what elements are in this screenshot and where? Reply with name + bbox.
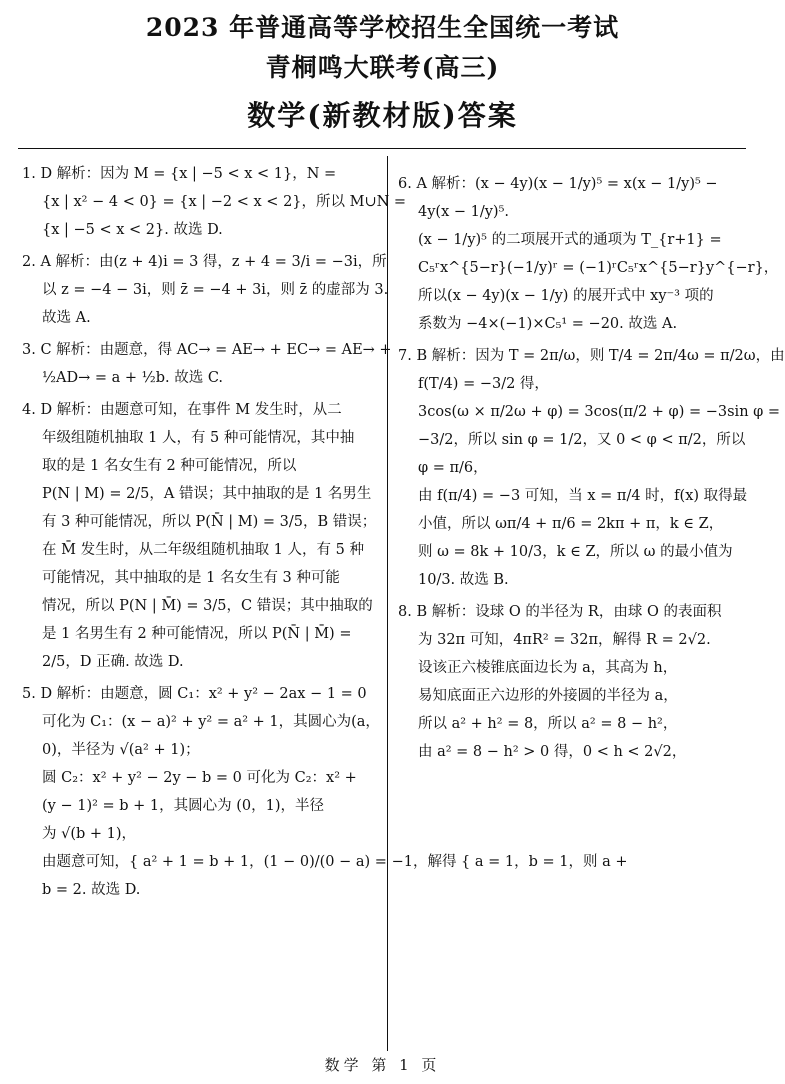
- answer-line: 可能情况，其中抽取的是 1 名女生有 3 种可能: [42, 570, 340, 586]
- answer-line: 5. D 解析：由题意，圆 C₁：x² + y² − 2ax − 1 = 0: [22, 686, 367, 702]
- answer-line: 2. A 解析：由(z + 4)i = 3 得，z + 4 = 3/i = −3i，所: [22, 254, 387, 270]
- answer-line: 0)，半径为 √(a² + 1)；: [42, 742, 200, 758]
- answer-line: f(T/4) = −3/2 得，: [418, 376, 549, 392]
- right-column: [398, 170, 785, 770]
- answer-title: 数学(新教材版)答案: [247, 99, 518, 132]
- exam-subtitle: 青桐鸣大联考(高三): [265, 53, 500, 82]
- answer-line: 可化为 C₁：(x − a)² + y² = a² + 1，其圆心为(a，: [42, 714, 380, 730]
- answer-item: [22, 248, 389, 332]
- answer-line: 1. D 解析：因为 M = {x | −5 < x < 1}，N =: [22, 166, 337, 182]
- answer-line: 设该正六棱锥底面边长为 a，其高为 h，: [418, 660, 678, 676]
- answer-line: 为 32π 可知，4πR² = 32π，解得 R = 2√2.: [418, 632, 711, 648]
- answer-line: {x | x² − 4 < 0} = {x | −2 < x < 2}，所以 M∪N =: [42, 194, 407, 210]
- answer-line: (y − 1)² = b + 1，其圆心为 (0，1)，半径: [42, 798, 325, 814]
- answer-line: P(N | M) = 2/5，A 错误；其中抽取的是 1 名男生: [42, 486, 372, 502]
- answer-line: 有 3 种可能情况，所以 P(N̄ | M) = 3/5，B 错误；: [42, 514, 377, 530]
- answer-line: 6. A 解析：(x − 4y)(x − 1/y)⁵ = x(x − 1/y)⁵ −: [398, 176, 718, 192]
- answer-item: [22, 396, 377, 676]
- answer-line: 4y(x − 1/y)⁵.: [418, 204, 510, 220]
- answer-item: [22, 336, 392, 392]
- answer-line: {x | −5 < x < 2}. 故选 D.: [42, 222, 223, 238]
- answer-line: 圆 C₂：x² + y² − 2y − b = 0 可化为 C₂：x² +: [42, 770, 357, 786]
- answer-item: [398, 342, 785, 594]
- answer-line: 取的是 1 名女生有 2 种可能情况，所以: [42, 458, 297, 474]
- answer-line: 在 M̄ 发生时，从二年级组随机抽取 1 人，有 5 种: [42, 542, 364, 558]
- answer-line: 所以 a² + h² = 8，所以 a² = 8 − h²，: [418, 716, 678, 732]
- answer-line: (x − 1/y)⁵ 的二项展开式的通项为 T_{r+1} =: [418, 232, 722, 248]
- answer-line: 情况，所以 P(N | M̄) = 3/5，C 错误；其中抽取的: [42, 598, 373, 614]
- answer-line: 由 a² = 8 − h² > 0 得，0 < h < 2√2，: [418, 744, 687, 760]
- answer-line: 10/3. 故选 B.: [418, 572, 509, 588]
- answer-line: 7. B 解析：因为 T = 2π/ω，则 T/4 = 2π/4ω = π/2ω，由: [398, 348, 785, 364]
- answer-line: −3/2，所以 sin φ = 1/2，又 0 < φ < π/2，所以: [418, 432, 746, 448]
- answer-line: 所以(x − 4y)(x − 1/y) 的展开式中 xy⁻³ 项的: [418, 288, 714, 304]
- answer-item: [22, 160, 407, 244]
- answer-item: [398, 598, 743, 766]
- answer-line: 为 √(b + 1)，: [42, 826, 137, 842]
- answer-line: 4. D 解析：由题意可知，在事件 M 发生时，从二: [22, 402, 342, 418]
- answer-line: 小值，所以 ωπ/4 + π/6 = 2kπ + π，k ∈ Z，: [418, 516, 724, 532]
- answer-line: b = 2. 故选 D.: [42, 882, 141, 898]
- answer-line: 易知底面正六边形的外接圆的半径为 a，: [418, 688, 678, 704]
- page-footer: 数学 第 1 页: [324, 1056, 441, 1074]
- answer-line: 由 f(π/4) = −3 可知，当 x = π/4 时，f(x) 取得最: [418, 488, 748, 504]
- answer-line: 8. B 解析：设球 O 的半径为 R，由球 O 的表面积: [398, 604, 722, 620]
- header-rule: [18, 148, 746, 149]
- exam-title: 2023 年普通高等学校招生全国统一考试: [145, 13, 620, 42]
- answer-line: 3cos(ω × π/2ω + φ) = 3cos(π/2 + φ) = −3sin φ =: [418, 404, 781, 420]
- answer-line: φ = π/6，: [418, 460, 488, 476]
- answer-line: 系数为 −4×(−1)×C₅¹ = −20. 故选 A.: [418, 316, 678, 332]
- answer-line: 2/5，D 正确. 故选 D.: [42, 654, 184, 670]
- answer-line: ½AD→ = a + ½b. 故选 C.: [42, 370, 224, 386]
- answer-line: 3. C 解析：由题意，得 AC→ = AE→ + EC→ = AE→ +: [22, 342, 392, 358]
- answer-line: 以 z = −4 − 3i，则 z̄ = −4 + 3i，则 z̄ 的虚部为 3.: [42, 282, 389, 298]
- answer-line: 由题意可知，{ a² + 1 = b + 1，(1 − 0)/(0 − a) = −1，解得 { a = 1，b = 1，则 a +: [42, 854, 628, 870]
- answer-item: [398, 170, 779, 338]
- answer-line: 故选 A.: [42, 310, 91, 326]
- answer-line: 则 ω = 8k + 10/3，k ∈ Z，所以 ω 的最小值为: [418, 544, 733, 560]
- answer-line: 年级组随机抽取 1 人，有 5 种可能情况，其中抽: [42, 430, 355, 446]
- answer-line: 是 1 名男生有 2 种可能情况，所以 P(N̄ | M̄) =: [42, 626, 352, 642]
- answer-line: C₅ʳx^{5−r}(−1/y)ʳ = (−1)ʳC₅ʳx^{5−r}y^{−r}，: [418, 260, 779, 276]
